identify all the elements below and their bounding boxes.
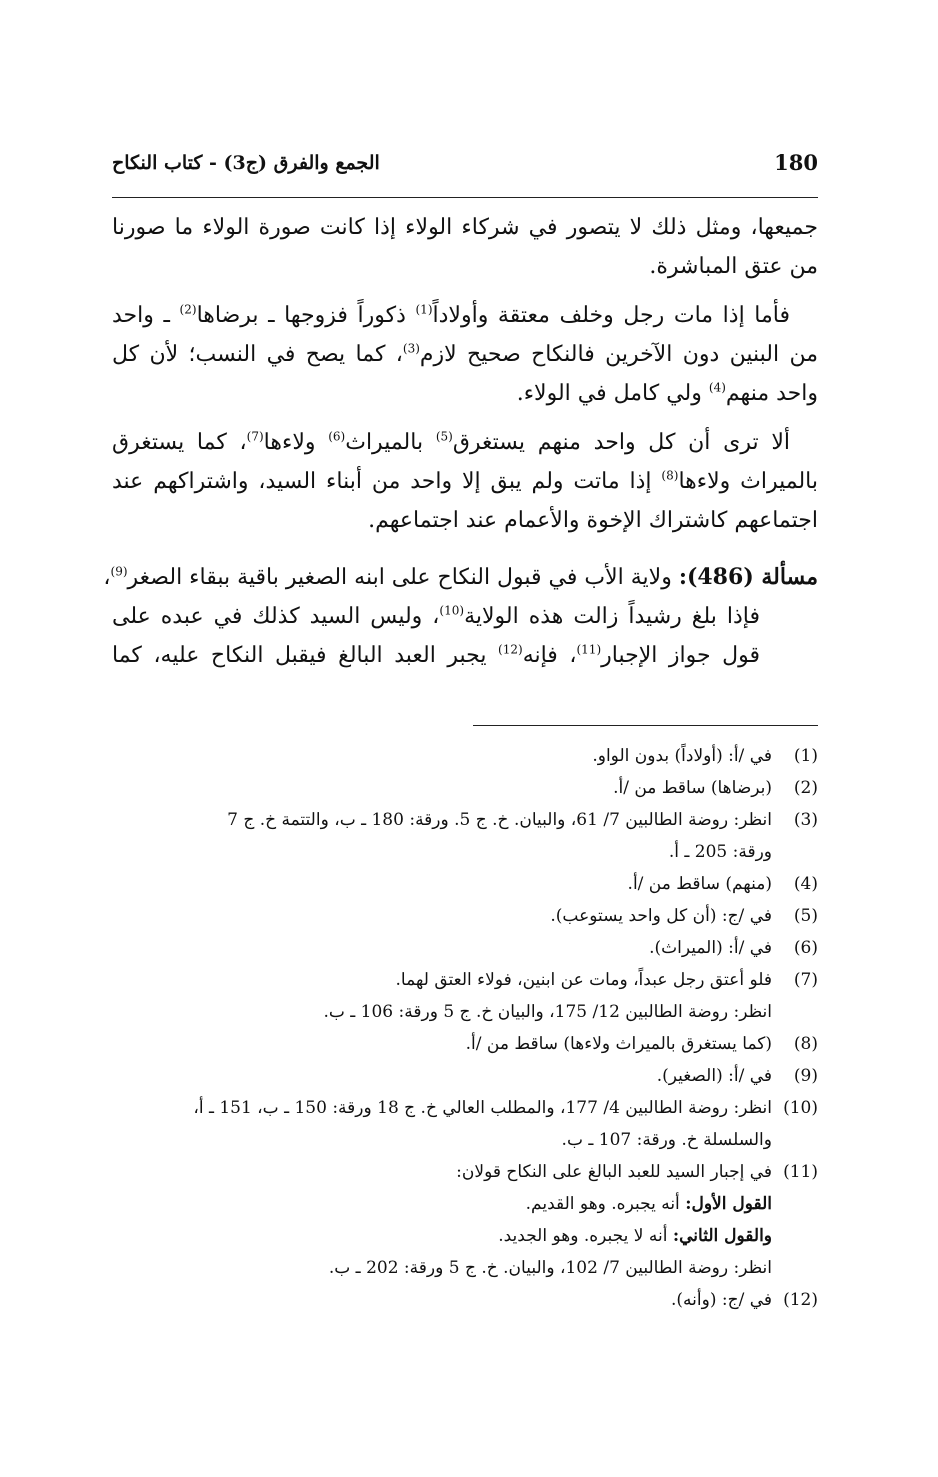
footnote-ref: (9) — [110, 564, 128, 579]
footnote: (10) انظر: روضة الطالبين 4/ 177، والمطلب العالي خ. ج 18 ورقة: 150 ـ ب، 151 ـ أ، والسلسلة خ. ورقة: 107 ـ ب. — [193, 1098, 818, 1150]
footnote-ref: (3) — [402, 341, 420, 356]
footnote: (1) في /أ: (أولاداً) بدون الواو. — [592, 746, 818, 766]
running-title: الجمع والفرق (ج3) - كتاب النكاح — [112, 152, 380, 174]
footnote: (4) (منهم) ساقط من /أ. — [627, 874, 818, 894]
footnote-ref: (8) — [661, 468, 679, 483]
text-line: مسألة (486): ولاية الأب في قبول النكاح على ابنه الصغير باقية ببقاء الصغر$^{(9)}$، — [103, 564, 818, 590]
text-line: من عتق المباشرة. — [649, 254, 818, 279]
footnotes — [112, 740, 818, 1316]
footnote: (12) في /ج: (وأنه). — [671, 1290, 818, 1310]
footnote-ref: (1) — [415, 302, 433, 317]
footnote-ref: (5) — [435, 429, 453, 444]
footnote: (8) (كما يستغرق بالميراث ولاءها) ساقط من /أ. — [465, 1034, 818, 1054]
text-line: ألا ترى أن كل واحد منهم يستغرق$^{(5)}$ بالميراث$^{(6)}$ ولاءها$^{(7)}$، كما يستغرق — [112, 429, 790, 455]
page-number: 180 — [774, 150, 818, 175]
footnote: (7) فلو أعتق رجل عبداً، ومات عن ابنين، فولاء العتق لهما. انظر: روضة الطالبين 12/ 175، والبيان خ. ج 5 ورقة: 106 ـ ب. — [323, 970, 818, 1022]
text-line: بالميراث ولاءها$^{(8)}$ إذا ماتت ولم يبق إلا واحد من أبناء السيد، واشتراكهم عند — [112, 468, 818, 494]
footnote-ref: (10) — [439, 603, 465, 618]
footnote: (3) انظر: روضة الطالبين 7/ 61، والبيان. خ. ج 5. ورقة: 180 ـ ب، والتتمة خ. ج 7 ورقة: 205 ـ أ. — [227, 810, 818, 862]
footnote-ref: (11) — [576, 642, 602, 657]
header-rule — [112, 197, 818, 198]
footnote: (9) في /أ: (الصغير). — [656, 1066, 818, 1086]
footnote: (5) في /ج: (أن كل واحد يستوعب). — [550, 906, 818, 926]
text-line: قول جواز الإجبار$^{(11)}$، فإنه$^{(12)}$ يجبر العبد البالغ فيقبل النكاح عليه، كما — [112, 642, 761, 668]
footnote-ref: (2) — [179, 302, 197, 317]
text-line: فإذا بلغ رشيداً زالت هذه الولاية$^{(10)}$، وليس السيد كذلك في عبده على — [112, 603, 760, 629]
text-line: واحد منهم$^{(4)}$ ولي كامل في الولاء. — [516, 380, 818, 406]
masala-label: مسألة (486): — [678, 564, 818, 590]
text-line: جميعها، ومثل ذلك لا يتصور في شركاء الولاء إذا كانت صورة الولاء ما صورنا — [112, 215, 818, 240]
text-line: اجتماعهم كاشتراك الإخوة والأعمام عند اجتماعهم. — [368, 508, 818, 533]
text-line: فأما إذا مات رجل وخلف معتقة وأولاداً$^{(1)}$ ذكوراً فزوجها ـ برضاها$^{(2)}$ ـ واحد — [112, 302, 790, 328]
text-line: من البنين دون الآخرين فالنكاح صحيح لازم$^{(3)}$، كما يصح في النسب؛ لأن كل — [112, 341, 818, 367]
footnote: (11) في إجبار السيد للعبد البالغ على النكاح قولان: القول الأول: أنه يجبره. وهو القديم. والقول الثاني: أنه لا يجبره. وهو الجديد. انظر: روضة الطالبين 7/ 102، والبيان. خ. ج 5 ورقة: 202 ـ ب. — [328, 1162, 818, 1278]
main-text — [103, 208, 818, 685]
masala-486 — [103, 558, 818, 675]
footnote-ref: (7) — [246, 429, 264, 444]
footnote-ref: (4) — [708, 380, 726, 395]
footnote: (6) في /أ: (الميراث). — [649, 938, 818, 958]
footnote-ref: (6) — [328, 429, 346, 444]
footnote-separator — [473, 725, 818, 726]
paragraph-2 — [112, 296, 818, 413]
paragraph-3 — [112, 423, 818, 540]
paragraph-1 — [112, 208, 818, 286]
footnote: (2) (برضاها) ساقط من /أ. — [613, 778, 818, 798]
footnote-ref: (12) — [498, 642, 523, 657]
page-header — [112, 150, 818, 190]
